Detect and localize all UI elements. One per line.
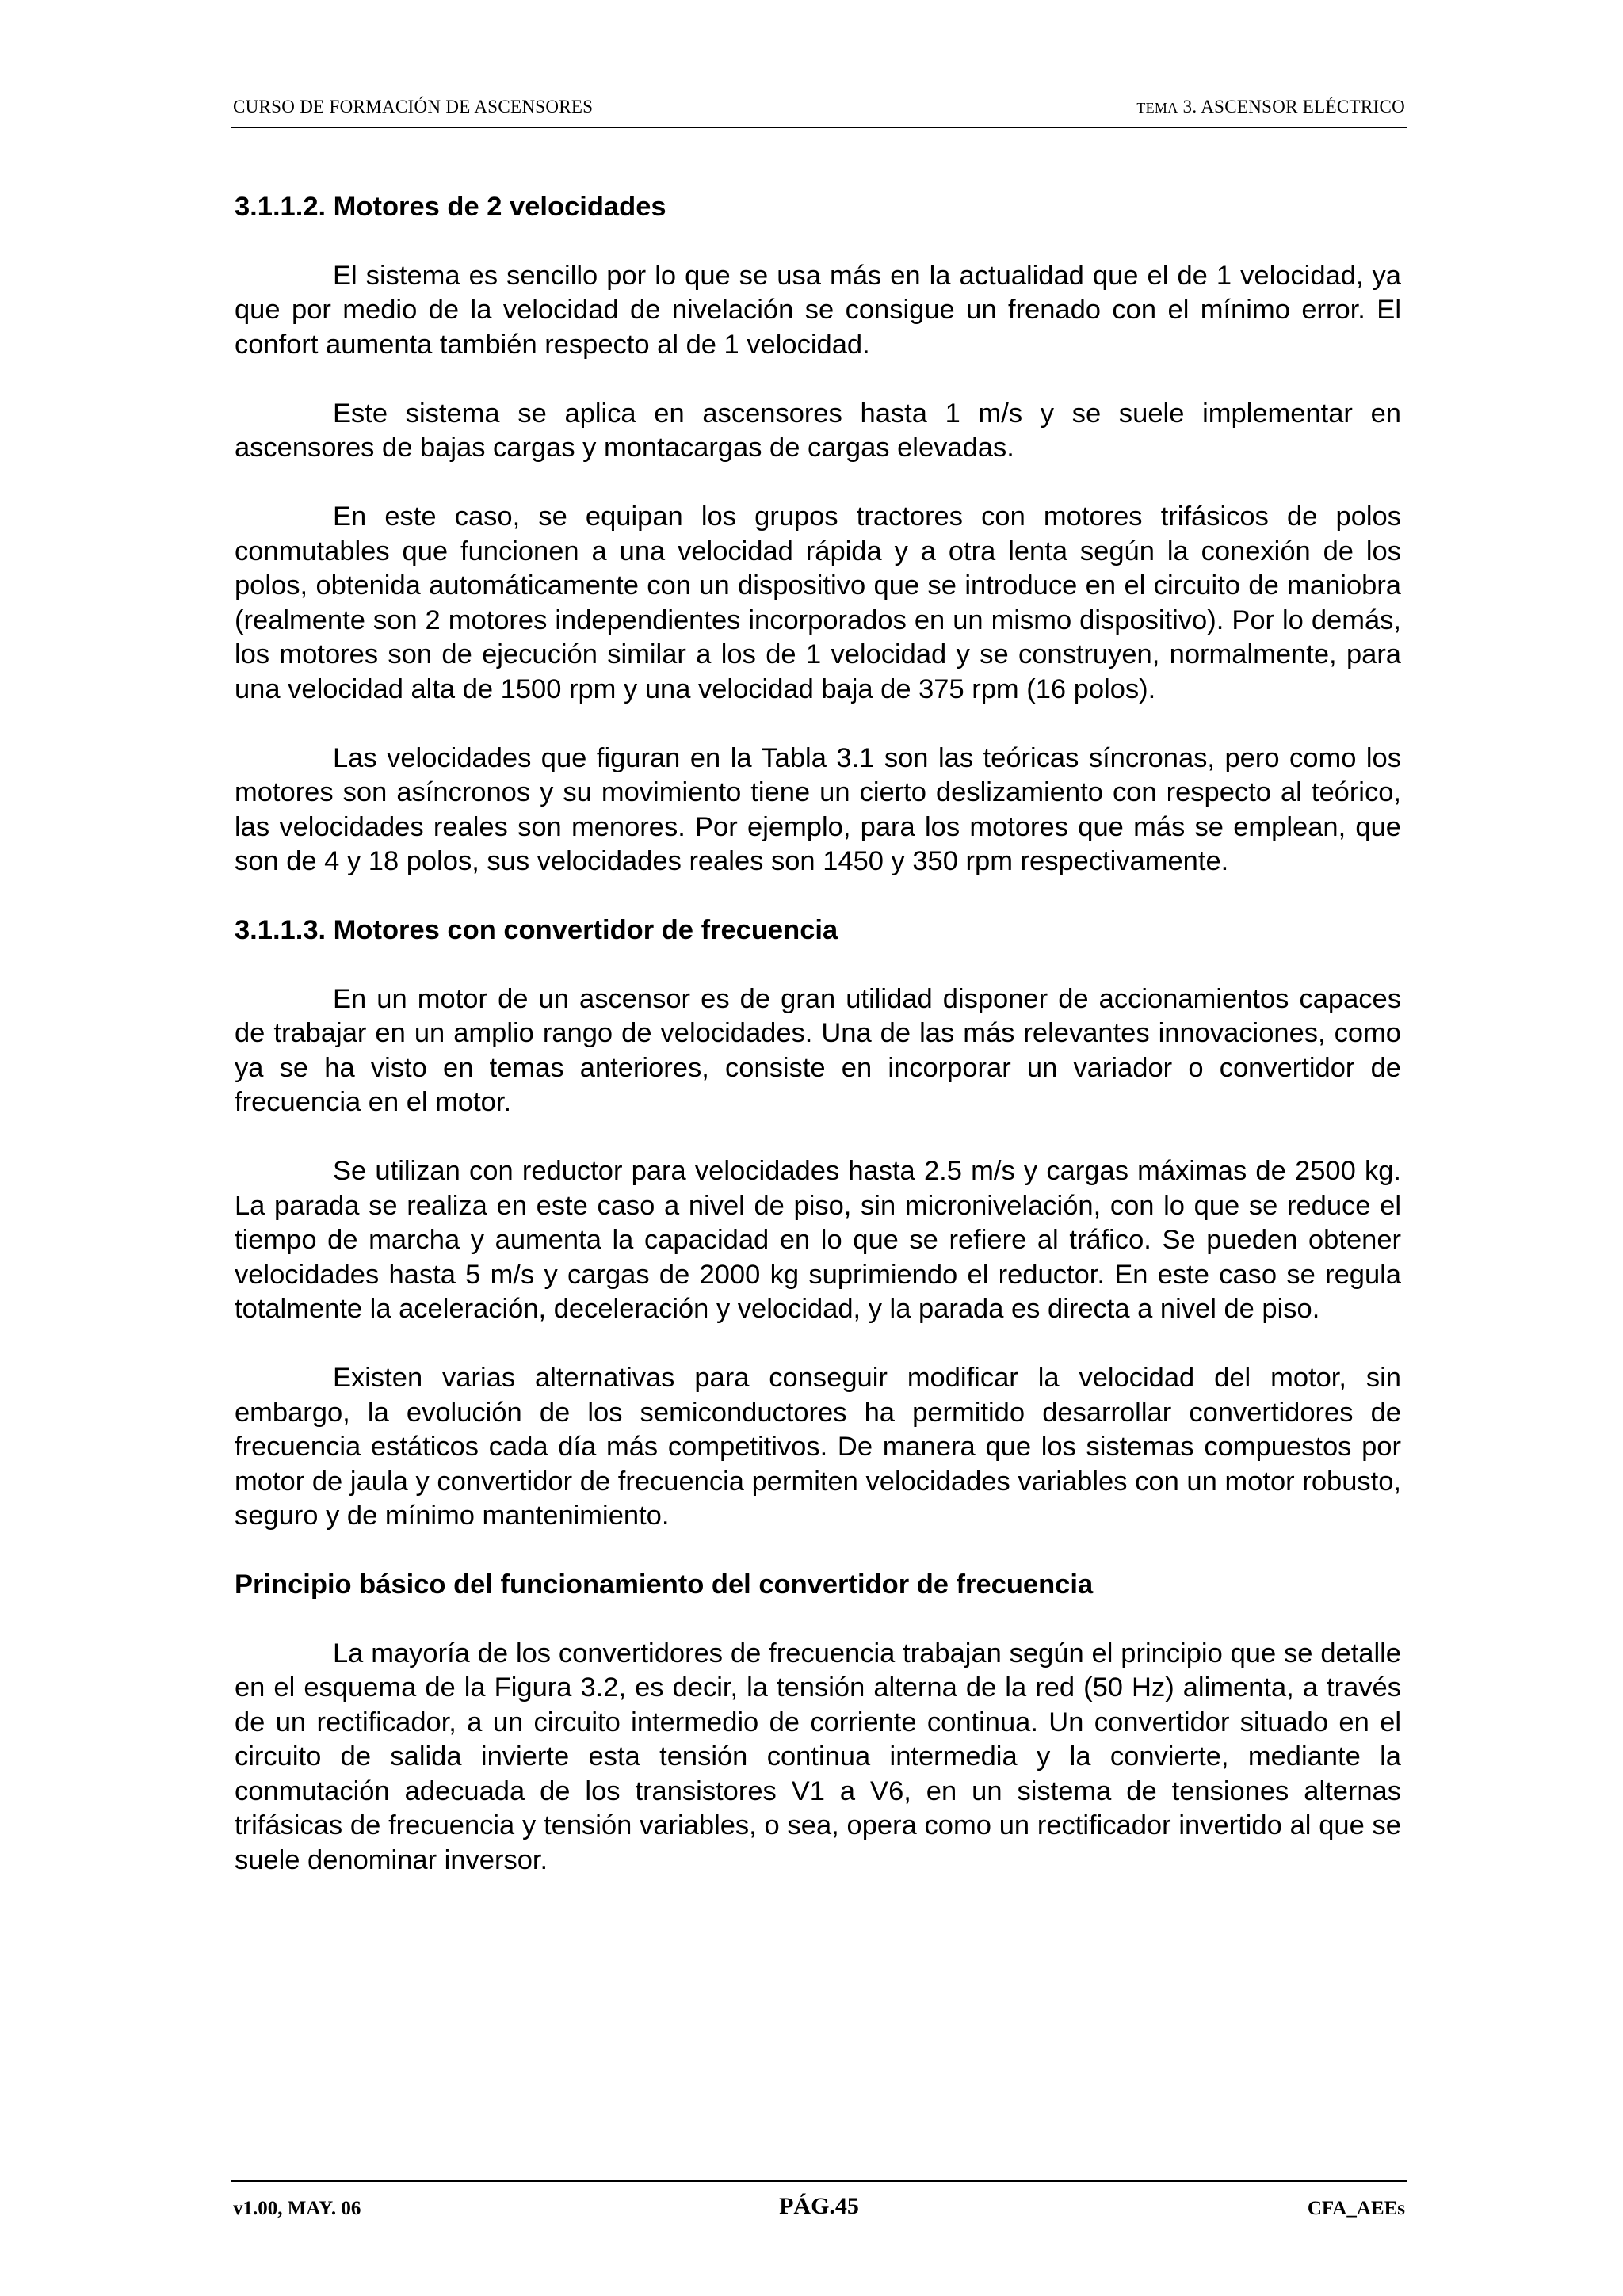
section-heading-3-1-1-3: 3.1.1.3. Motores con convertidor de frecuencia [235,915,838,945]
version-label: v1.00, MAY. 06 [233,2198,361,2219]
paragraph: En este caso, se equipan los grupos tractores con motores trifásicos de polos conmutables que funcionen a una velocidad rápida y a otra lenta según la conexión de los polos, obtenida automáticamente con un dispositivo que se introduce en el circuito de maniobra (realmente son 2 motores independientes incorporados en un mismo dispositivo). Por lo demás, los motores son de ejecución similar a los de 1 velocidad y se construyen, normalmente, para una velocidad alta de 1500 rpm y una velocidad baja de 375 rpm (16 polos). [235,502,1401,704]
page-number: PÁG.45 [779,2193,859,2219]
page-body [235,190,1401,1913]
paragraph: El sistema es sencillo por lo que se usa más en la actualidad que el de 1 velocidad, ya que por medio de la velocidad de nivelación se consigue un frenado con el mínimo error. El confort aumenta también respecto al de 1 velocidad. [235,260,1401,360]
page-header [231,93,1407,128]
chapter-name: 3. ASCENSOR ELÉCTRICO [1178,97,1405,116]
paragraph: Este sistema se aplica en ascensores hasta 1 m/s y se suele implementar en ascensores de bajas cargas y montacargas de cargas elevadas. [235,398,1401,463]
paragraph: En un motor de un ascensor es de gran utilidad disponer de accionamientos capaces de trabajar en un amplio rango de velocidades. Una de las más relevantes innovaciones, como ya se ha visto en temas anteriores, consiste en incorporar un variador o convertidor de frecuencia en el motor. [235,983,1401,1117]
section-heading-principio: Principio básico del funcionamiento del convertidor de frecuencia [235,1569,1094,1600]
paragraph: La mayoría de los convertidores de frecuencia trabajan según el principio que se detalle en el esquema de la Figura 3.2, es decir, la tensión alterna de la red (50 Hz) alimenta, a través de un rectificador, a un circuito intermedio de corriente continua. Un convertidor situado en el circuito de salida invierte esta tensión continua intermedia y la convierte, mediante la conmutación adecuada de los transistores V1 a V6, en un sistema de tensiones alternas trifásicas de frecuencia y tensión variables, o sea, opera como un rectificador invertido al que se suele denominar inversor. [235,1638,1401,1875]
chapter-prefix: TEMA [1136,100,1178,116]
paragraph: Se utilizan con reductor para velocidades hasta 2.5 m/s y cargas máximas de 2500 kg. La parada se realiza en este caso a nivel de piso, sin micronivelación, con lo que se reduce el tiempo de marcha y aumenta la capacidad en lo que se refiere al tráfico. Se pueden obtener velocidades hasta 5 m/s y cargas de 2000 kg suprimiendo el reductor. En este caso se regula totalmente la aceleración, deceleración y velocidad, y la parada es directa a nivel de piso. [235,1156,1401,1324]
chapter-title [1136,97,1405,117]
document-code: CFA_AEEs [1307,2198,1405,2219]
paragraph: Las velocidades que figuran en la Tabla 3.1 son las teóricas síncronas, pero como los motores son asíncronos y su movimiento tiene un cierto deslizamiento con respecto al teórico, las velocidades reales son menores. Por ejemplo, para los motores que más se emplean, que son de 4 y 18 polos, sus velocidades reales son 1450 y 350 rpm respectivamente. [235,742,1401,876]
page-footer [231,2180,1407,2229]
section-heading-3-1-1-2: 3.1.1.2. Motores de 2 velocidades [235,192,666,222]
paragraph: Existen varias alternativas para conseguir modificar la velocidad del motor, sin embargo, la evolución de los semiconductores ha permitido desarrollar convertidores de frecuencia estáticos cada día más competitivos. De manera que los sistemas compuestos por motor de jaula y convertidor de frecuencia permiten velocidades variables con un motor robusto, seguro y de mínimo mantenimiento. [235,1363,1401,1531]
course-title: CURSO DE FORMACIÓN DE ASCENSORES [233,97,594,116]
